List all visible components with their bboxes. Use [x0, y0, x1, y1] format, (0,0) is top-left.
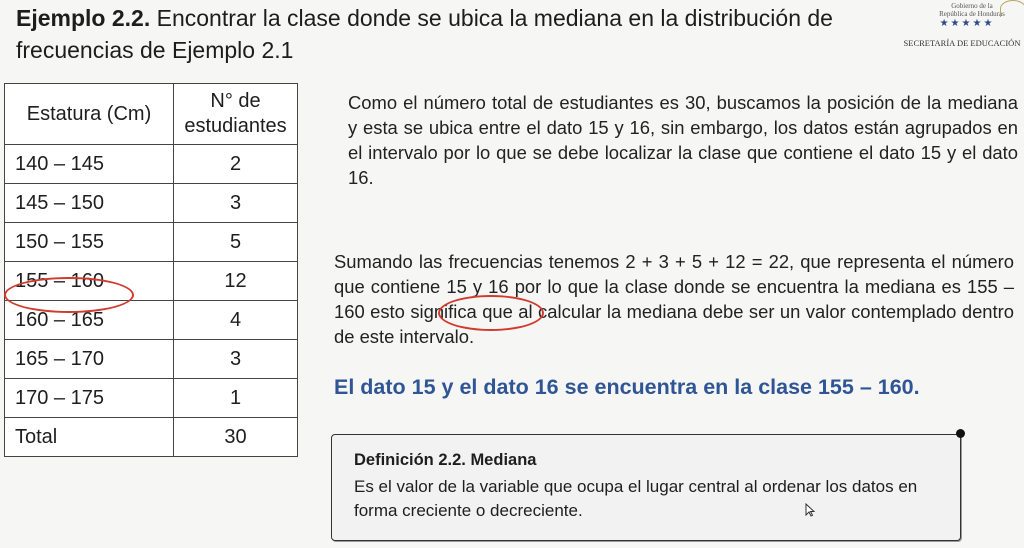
logo-line-1: Gobierno de la: [951, 2, 993, 10]
emblem-icon: [1000, 0, 1024, 17]
class-cell: 140 – 145: [5, 145, 174, 184]
table-row: [5, 379, 298, 418]
total-label: Total: [5, 418, 174, 457]
table-row: [5, 223, 298, 262]
count-cell: 3: [174, 340, 298, 379]
definition-title: Definición 2.2. Mediana: [354, 451, 537, 469]
table-row: [5, 184, 298, 223]
paragraph-median-position: Como el número total de estudiantes es 30, buscamos la posición de la mediana y esta se ubica entre el dato 15 y 16, sin embargo, los datos están agrupados en el intervalo por lo que se debe localizar la clase que contiene el dato 15 y el dato 16.: [348, 92, 1018, 188]
count-cell: 1: [174, 379, 298, 418]
count-cell: 12: [174, 262, 298, 301]
logo-secretaria: SECRETARÍA DE EDUCACIÓN: [903, 38, 1021, 48]
table-total-row: [5, 418, 298, 457]
definition-box: [331, 434, 961, 541]
class-cell: 160 – 165: [5, 301, 174, 340]
example-statement: Encontrar la clase donde se ubica la mediana en la distribución de frecuencias de Ejemplo 2.1: [16, 5, 833, 63]
class-cell: 155 – 160: [5, 262, 174, 301]
count-cell: 4: [174, 301, 298, 340]
count-cell: 3: [174, 184, 298, 223]
count-cell: 5: [174, 223, 298, 262]
mouse-pointer-icon: [805, 503, 815, 517]
table-row: [5, 145, 298, 184]
table-header-row: [5, 84, 298, 145]
median-class-circle-text: [438, 295, 544, 331]
stars-icon: ★★★★★: [939, 18, 995, 29]
count-cell: 2: [174, 145, 298, 184]
header-estudiantes: N° de estudiantes: [174, 84, 298, 145]
definition-body: Es el valor de la variable que ocupa el lugar central al ordenar los datos en forma creciente o decreciente.: [354, 477, 918, 520]
class-cell: 170 – 175: [5, 379, 174, 418]
total-value: 30: [174, 418, 298, 457]
class-cell: 165 – 170: [5, 340, 174, 379]
median-class-circle: [4, 277, 134, 313]
class-cell: 150 – 155: [5, 223, 174, 262]
header-estatura: Estatura (Cm): [5, 84, 174, 145]
frequency-table: [4, 83, 298, 457]
table-row: [5, 340, 298, 379]
page-title: [16, 2, 916, 66]
paragraph-frequency-sum: Sumando las frecuencias tenemos 2 + 3 + 5 + 12 = 22, que representa el número que contiene 15 y 16 por lo que la clase donde se encuentra la mediana es 155 – 160 esto significa que al calcular la mediana debe ser un valor contemplado dentro de este intervalo.: [334, 251, 1014, 347]
example-number: Ejemplo 2.2.: [16, 5, 151, 31]
conclusion-highlight: El dato 15 y el dato 16 se encuentra en la clase 155 – 160.: [334, 375, 920, 399]
logo-line-2: República de Honduras: [939, 10, 1005, 18]
class-cell: 145 – 150: [5, 184, 174, 223]
pin-icon: [956, 429, 965, 438]
